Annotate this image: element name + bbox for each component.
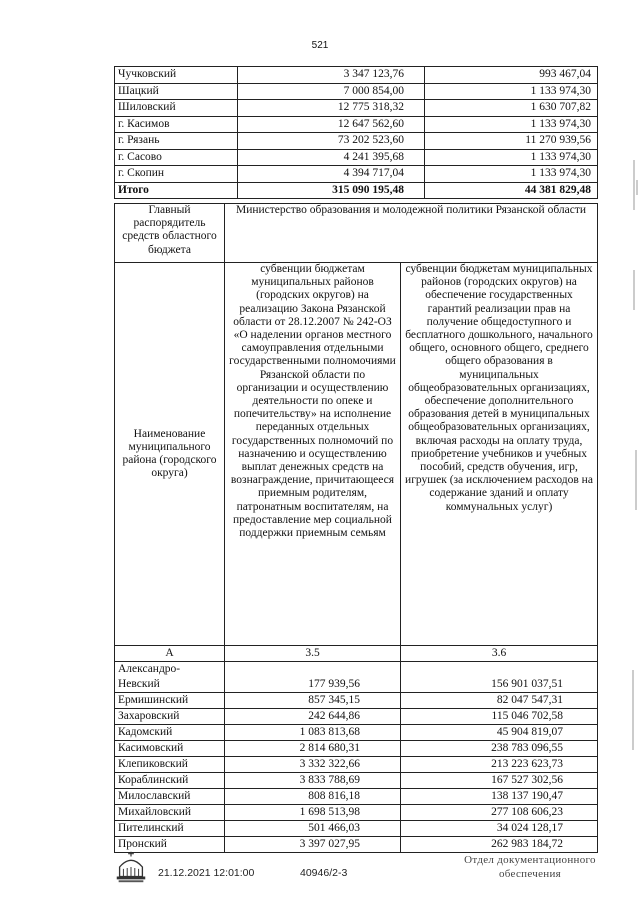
header-row <box>115 263 598 646</box>
amount-3-5: 4 241 395,68 <box>238 149 425 166</box>
amount-3-6: 1 133 974,30 <box>425 116 598 133</box>
amount-3-5: 73 202 523,60 <box>238 133 425 150</box>
amount-3-6: 1 133 974,30 <box>425 83 598 100</box>
table-row <box>115 709 598 725</box>
column-index-3-5: 3.5 <box>225 646 401 662</box>
amount-3-6: 138 137 190,47 <box>401 789 598 805</box>
table-row <box>115 693 598 709</box>
total-row <box>115 182 598 199</box>
amount-3-5: 7 000 854,00 <box>238 83 425 100</box>
amount-3-6: 238 783 096,55 <box>401 741 598 757</box>
district-name: Чучковский <box>115 67 238 84</box>
amount-3-6: 262 983 184,72 <box>401 837 598 853</box>
table-row <box>115 67 598 84</box>
amount-3-5: 857 345,15 <box>225 693 401 709</box>
table-row <box>115 83 598 100</box>
amount-3-6: 1 630 707,82 <box>425 100 598 117</box>
district-name: Милославский <box>115 789 225 805</box>
subvention-3-6-description: субвенции бюджетам муниципальных районов (городских округов) на обеспечение государственных гарантий реализации прав на получение общедоступного и бесплатного дошкольного, начального общего, основного общего, среднего общего образования в муниципальных общеобразовательных организациях, обеспечение дополнительного образования детей в муниципальных общеобразовательных организациях, включая расходы на оплату труда, приобретение учебников и учебных пособий, средств обучения, игр, игрушек (за исключением расходов на содержание зданий и оплату коммунальных услуг) <box>401 263 598 646</box>
table-row <box>115 757 598 773</box>
amount-3-5: 1 083 813,68 <box>225 725 401 741</box>
amount-3-5: 12 775 318,32 <box>238 100 425 117</box>
amount-3-5: 501 466,03 <box>225 821 401 837</box>
amount-3-6: 167 527 302,56 <box>401 773 598 789</box>
amount-3-6: 11 270 939,56 <box>425 133 598 150</box>
table-row <box>115 133 598 150</box>
table-row <box>115 837 598 853</box>
duma-emblem-icon <box>112 848 150 886</box>
table-row <box>115 100 598 117</box>
amount-3-6: 1 133 974,30 <box>425 166 598 183</box>
district-name: Кораблинский <box>115 773 225 789</box>
amount-3-5: 12 647 562,60 <box>238 116 425 133</box>
amount-3-5: 242 644,86 <box>225 709 401 725</box>
amount-3-6: 82 047 547,31 <box>401 693 598 709</box>
table-row <box>115 725 598 741</box>
page-number: 521 <box>311 40 329 51</box>
table-row <box>115 166 598 183</box>
total-label: Итого <box>115 182 238 199</box>
amount-3-6: 115 046 702,58 <box>401 709 598 725</box>
amount-3-5: 1 698 513,98 <box>225 805 401 821</box>
district-name: Кадомский <box>115 725 225 741</box>
subventions-table <box>114 203 598 853</box>
amount-3-6: 277 108 606,23 <box>401 805 598 821</box>
table-row <box>115 149 598 166</box>
district-name: Михайловский <box>115 805 225 821</box>
footer-datetime: 21.12.2021 12:01:00 <box>158 867 255 879</box>
table-row <box>115 789 598 805</box>
amount-3-5: 177 939,56 <box>225 662 401 693</box>
total-3-5: 315 090 195,48 <box>238 182 425 199</box>
district-name: г. Рязань <box>115 133 238 150</box>
district-name: Касимовский <box>115 741 225 757</box>
amount-3-6: 213 223 623,73 <box>401 757 598 773</box>
table-row <box>115 805 598 821</box>
total-3-6: 44 381 829,48 <box>425 182 598 199</box>
column-index-row <box>115 646 598 662</box>
scan-edge-marks <box>628 150 640 850</box>
table-row <box>115 821 598 837</box>
table-row <box>115 662 598 693</box>
amount-3-6: 993 467,04 <box>425 67 598 84</box>
district-name: Ермишинский <box>115 693 225 709</box>
footer-department: Отдел документационного обеспечения <box>464 854 596 880</box>
district-name: Шацкий <box>115 83 238 100</box>
district-name: Александро-Невский <box>115 662 225 693</box>
amount-3-6: 156 901 037,51 <box>401 662 598 693</box>
table-row <box>115 116 598 133</box>
district-name: Пителинский <box>115 821 225 837</box>
ministry-name: Министерство образования и молодежной политики Рязанской области <box>225 204 598 263</box>
amount-3-6: 45 904 819,07 <box>401 725 598 741</box>
amount-3-5: 4 394 717,04 <box>238 166 425 183</box>
column-index-3-6: 3.6 <box>401 646 598 662</box>
district-column-label: Наименование муниципального района (городского округа) <box>115 263 225 646</box>
subvention-3-5-description: субвенции бюджетам муниципальных районов (городских округов) на реализацию Закона Рязанской области от 28.12.2007 № 242-ОЗ «О наделении органов местного самоуправления отдельными государственными полномочиями Рязанской области по организации и осуществлению деятельности по опеке и попечительству» на исполнение переданных отдельных государственных полномочий по назначению и осуществлению выплат денежных средств на вознаграждение, причитающееся приемным родителям, патронатным воспитателям, на предоставление мер социальной поддержки приемным семьям <box>225 263 401 646</box>
amount-3-5: 3 833 788,69 <box>225 773 401 789</box>
district-name: Пронский <box>115 837 225 853</box>
district-name: г. Касимов <box>115 116 238 133</box>
district-name: г. Скопин <box>115 166 238 183</box>
table-row <box>115 741 598 757</box>
amount-3-6: 1 133 974,30 <box>425 149 598 166</box>
amount-3-5: 3 332 322,66 <box>225 757 401 773</box>
table-row <box>115 773 598 789</box>
district-name: Захаровский <box>115 709 225 725</box>
amount-3-5: 3 397 027,95 <box>225 837 401 853</box>
continued-totals-table <box>114 66 598 199</box>
amount-3-5: 2 814 680,31 <box>225 741 401 757</box>
amount-3-5: 3 347 123,76 <box>238 67 425 84</box>
main-distributor-label: Главный распорядитель средств областного бюджета <box>115 204 225 263</box>
amount-3-6: 34 024 128,17 <box>401 821 598 837</box>
column-index-a: А <box>115 646 225 662</box>
amount-3-5: 808 816,18 <box>225 789 401 805</box>
district-name: Шиловский <box>115 100 238 117</box>
footer-document-id: 40946/2-3 <box>300 867 348 879</box>
district-name: Клепиковский <box>115 757 225 773</box>
district-name: г. Сасово <box>115 149 238 166</box>
header-row <box>115 204 598 263</box>
